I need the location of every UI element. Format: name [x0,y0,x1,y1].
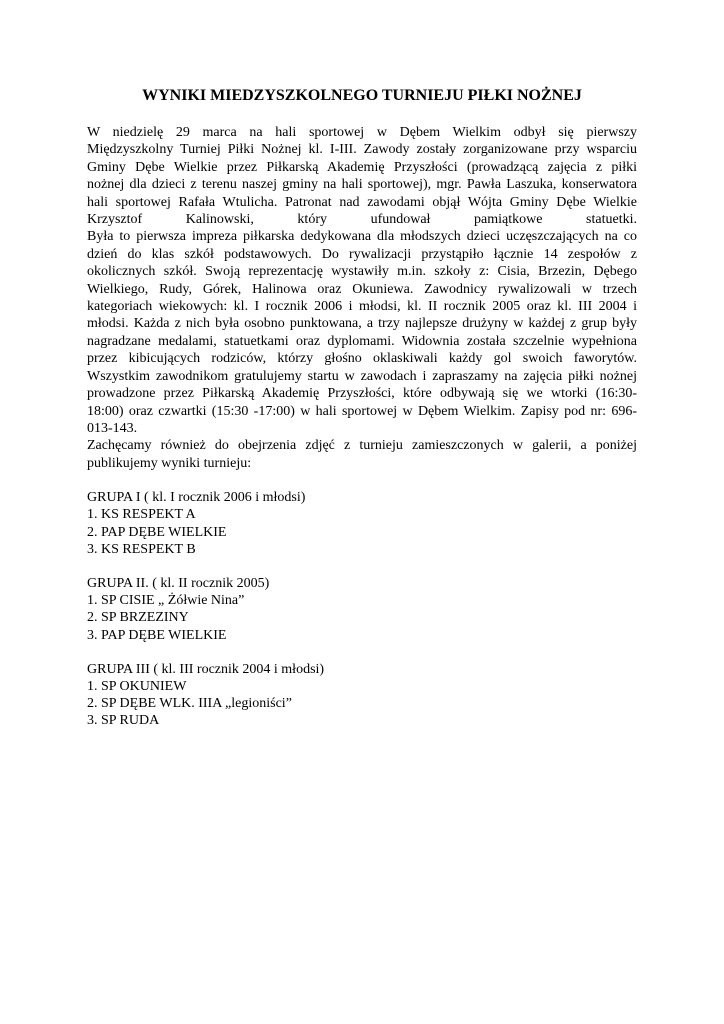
paragraph-line: 013-143. [87,420,138,436]
results-group [87,661,637,730]
paragraph-line: Wszystkim zawodnikom gratulujemy startu w zawodach i zapraszamy na zajęcia piłki nożnej [87,368,637,384]
article-body [87,124,637,472]
paragraph-line: kategoriach wiekowych: kl. I rocznik 2006 i młodsi, kl. II rocznik 2005 oraz kl. III 2004 i [87,299,637,315]
result-item: 1. SP CISIE „ Żółwie Nina” [87,593,245,609]
paragraph-line: 18:00) oraz czwartki (15:30 -17:00) w hali sportowej w Dębem Wielkim. Zapisy pod nr: 696- [87,403,637,419]
group-heading: GRUPA II. ( kl. II rocznik 2005) [87,575,270,591]
results-section [87,489,637,729]
paragraph-line: nagradzane medalami, statuetkami oraz dyplomami. Widownia została szczelnie wypełniona [87,333,637,349]
results-group [87,489,637,558]
result-item: 2. SP DĘBE WLK. IIIA „legioniści” [87,696,292,712]
paragraph-line: Gminy Dębe Wielkie przez Piłkarską Akademię Przyszłości (prowadzącą zajęcia z piłki [87,159,637,175]
result-item: 3. PAP DĘBE WIELKIE [87,627,227,643]
paragraph-line: Była to pierwsza impreza piłkarska dedykowana dla młodszych dzieci uczęszczających na co [87,229,637,245]
document-page [87,86,637,747]
group-heading: GRUPA III ( kl. III rocznik 2004 i młodsi) [87,661,325,677]
result-item: 1. KS RESPEKT A [87,507,196,523]
result-item: 3. KS RESPEKT B [87,541,196,557]
paragraph-line: okolicznych szkół. Swoją reprezentację wystawiły m.in. szkoły z: Cisia, Brzezin, Dębego [87,264,637,280]
paragraph-line: przez kibicujących rodziców, którzy głośno oklaskiwali każdy gol swoich faworytów. [87,351,637,367]
results-group [87,575,637,644]
paragraph-line: W niedzielę 29 marca na hali sportowej w Dębem Wielkim odbył się pierwszy [87,125,637,140]
document-title: WYNIKI MIEDZYSZKOLNEGO TURNIEJU PIŁKI NOŻNEJ [142,87,582,104]
paragraph-line: Zachęcamy również do obejrzenia zdjęć z turnieju zamieszczonych w galerii, a poniżej [87,438,637,454]
paragraph-line: Wielkiego, Rudy, Górek, Halinowa oraz Okuniewa. Zawodnicy rywalizowali w trzech [87,281,637,297]
result-item: 2. PAP DĘBE WIELKIE [87,524,227,540]
result-item: 2. SP BRZEZINY [87,610,189,626]
paragraph-line: Międzyszkolny Turniej Piłki Nożnej kl. I-III. Zawody zostały zorganizowane przy wsparciu [87,142,637,158]
paragraph-line: dzień do klas szkół podstawowych. Do rywalizacji przystąpiło łącznie 14 zespołów z [87,246,637,262]
result-item: 1. SP OKUNIEW [87,678,187,694]
paragraph-line: nożnej dla dzieci z terenu naszej gminy na hali sportowej), mgr. Pawła Laszuka, konserwatora [87,177,637,193]
result-item: 3. SP RUDA [87,713,160,729]
paragraph-line: hali sportowej Rafała Wtulicha. Patronat nad zawodami objął Wójta Gminy Dębe Wielkie [87,194,637,210]
group-heading: GRUPA I ( kl. I rocznik 2006 i młodsi) [87,490,306,506]
paragraph-line: Krzysztof Kalinowski, który ufundował pamiątkowe statuetki. [87,212,637,228]
paragraph-line: prowadzone przez Piłkarską Akademię Przyszłości, które odbywają się we wtorki (16:30- [87,386,637,402]
paragraph-line: publikujemy wyniki turnieju: [87,455,252,471]
paragraph-line: młodsi. Każda z nich była osobno punktowana, a trzy najlepsze drużyny w każdej z grup były [87,316,637,332]
